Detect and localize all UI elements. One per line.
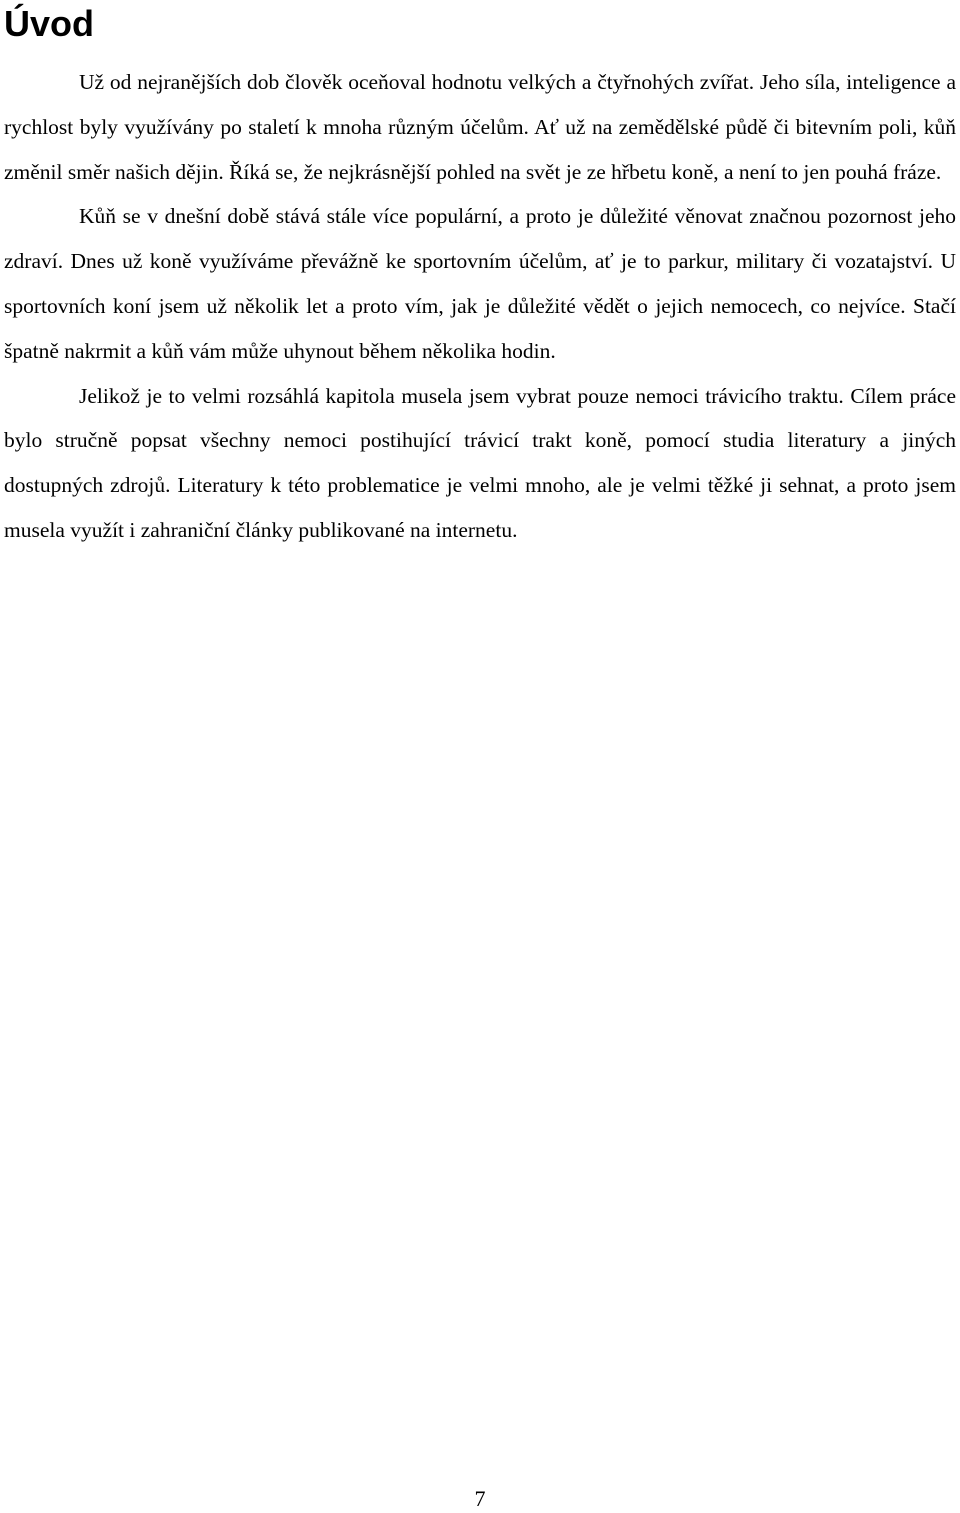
paragraph-intro: Už od nejranějších dob člověk oceňoval hodnotu velkých a čtyřnohých zvířat. Jeho síla, inteligence a rychlost byly využívány po staletí k mnoha různým účelům. Ať už na zemědělské půdě či bitevním poli, kůň změnil směr našich dějin. Říká se, že nejkrásnější pohled na svět je ze hřbetu koně, a není to jen pouhá fráze.	[4, 70, 956, 184]
section-heading: Úvod	[4, 3, 94, 44]
paragraph-health: Kůň se v dnešní době stává stále více populární, a proto je důležité věnovat značnou pozornost jeho zdraví. Dnes už koně využíváme převážně ke sportovním účelům, ať je to parkur, military či vozatajství. U sportovních koní jsem už několik let a proto vím, jak je důležité vědět o jejich nemocech, co nejvíce. Stačí špatně nakrmit a kůň vám může uhynout během několika hodin.	[4, 204, 956, 363]
paragraph-scope: Jelikož je to velmi rozsáhlá kapitola musela jsem vybrat pouze nemoci trávicího traktu. Cílem práce bylo stručně popsat všechny nemoci postihující trávicí trakt koně, pomocí studia literatury a jiných dostupných zdrojů. Literatury k této problematice je velmi mnoho, ale je velmi těžké ji sehnat, a proto jsem musela využít i zahraniční články publikované na internetu.	[4, 383, 956, 542]
body-text	[4, 60, 956, 553]
page-number: 7	[474, 1486, 486, 1511]
